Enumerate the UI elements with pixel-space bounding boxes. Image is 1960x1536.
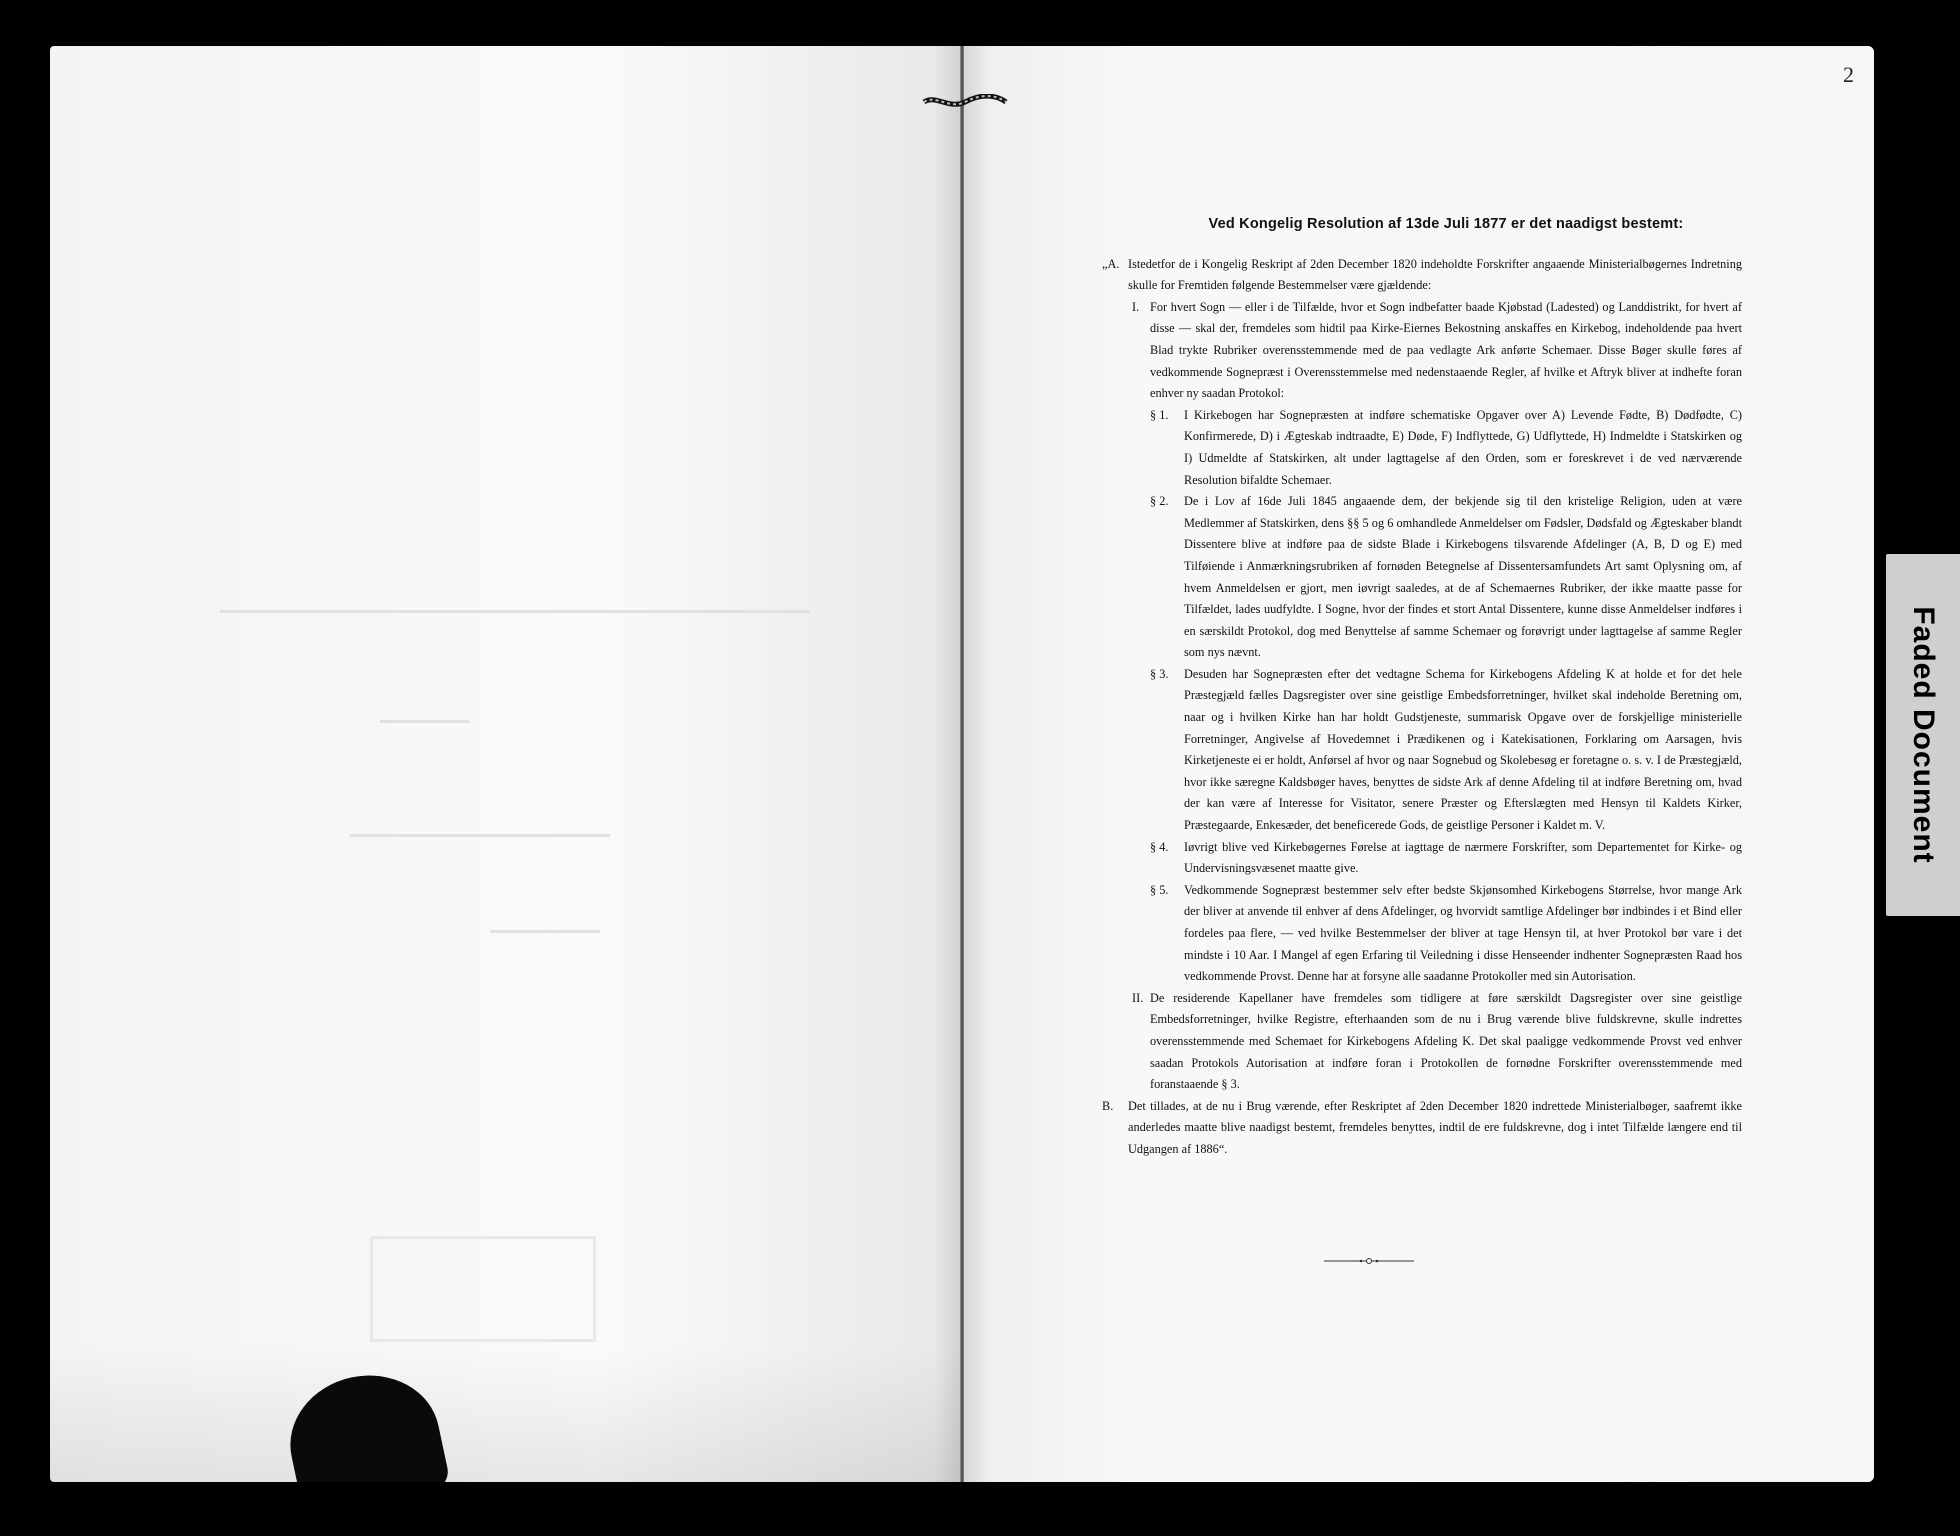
binding-thread xyxy=(920,94,1010,110)
open-register-book xyxy=(50,46,1874,1482)
bleed-through-line xyxy=(220,610,810,613)
faded-document-label: Faded Document xyxy=(1907,606,1940,864)
paragraph-4-label: § 4. xyxy=(1150,839,1169,854)
faded-document-tab xyxy=(1886,554,1960,916)
paragraph-2-text: De i Lov af 16de Juli 1845 angaaende dem, der bekjende sig til den kristelige Religion, uden at være Medlemmer af Statskirken, dens §§ 5 og 6 omhandlede Anmeldelser om Fødsler, Dødsfald og Ægteskaber blandt Dissentere blive at indføre paa de sidste Blade i Kirkebogens tilsvarende Afdelinger (A, B, D og E) med Tilføiende i Anmærkningsrubriken af fornøden Betegnelse af Dissentersamfundets Art samt Oplysning om, af hvem Anmeldelsen er gjort, men iøvrigt saaledes, at de af Schemaernes Rubriker, der ikke maatte passe for Tilfældet, lades uudfyldte. I Sogne, hvor der findes et stort Antal Dissentere, kunne disse Anmeldelser indføres i en særskildt Protokol, dog med Benyttelse af samme Schemaer og forøvrigt under lagttagelse af samme Regler som nys nævnt. xyxy=(1184,494,1742,660)
section-a-text: Istedetfor de i Kongelig Reskript af 2den December 1820 indeholdte Forskrifter angaaende Ministerialbøgernes Indretning skulle for Fremtiden følgende Bestemmelser være gjældende: xyxy=(1128,256,1742,293)
bleed-through-line xyxy=(490,930,600,933)
paragraph-1-label: § 1. xyxy=(1150,407,1169,422)
item-i-label: I. xyxy=(1132,299,1140,314)
paragraph-1-text: I Kirkebogen har Sognepræsten at indføre schematiske Opgaver over A) Levende Fødte, B) Dødfødte, C) Konfirmerede, D) i Ægteskab indtraadte, E) Døde, F) Indflyttede, G) Udflyttede, H) Indmeldte i Statskirken og I) Udmeldte af Statskirken, alt under lagttagelse af den Orden, som er foreskrevet i de ved nærværende Resolution bifaldte Schemaer. xyxy=(1184,407,1742,487)
section-b-text: Det tillades, at de nu i Brug værende, efter Reskriptet af 2den December 1820 indrettede Ministerialbøger, saafremt ikke anderledes maatte blive naadigst bestemt, fremdeles benyttes, indtil de ere fuldskrevne, dog i intet Tilfælde længere end til Udgangen af 1886“. xyxy=(1128,1098,1742,1156)
resolution-text xyxy=(1102,214,1742,1161)
left-page xyxy=(50,46,962,1482)
item-i xyxy=(1102,297,1742,405)
book-gutter xyxy=(960,46,964,1482)
section-a xyxy=(1102,254,1742,297)
paragraph-2 xyxy=(1102,491,1742,664)
section-a-label: „A. xyxy=(1102,256,1120,271)
paragraph-5-text: Vedkommende Sognepræst bestemmer selv efter bedste Skjønsomhed Kirkebogens Størrelse, hvor mange Ark der bliver at anvende til enhver af dens Afdelinger, og hvorvidt samtlige Afdelinger bør indbindes i et Bind eller fordeles paa flere, — ved hvilke Bestemmelser der bliver at tage Hensyn til, at hver Protokol bør vare i det mindste i 10 Aar. I Mangel af egen Erfaring til Veiledning i disse Henseender indhenter Sognepræsten Raad hos vedkommende Provst. Denne har at forsyne alle saadanne Protokoller med sin Autorisation. xyxy=(1184,882,1742,984)
section-b-label: B. xyxy=(1102,1098,1114,1113)
paragraph-3 xyxy=(1102,664,1742,837)
paragraph-2-label: § 2. xyxy=(1150,494,1169,509)
paragraph-3-text: Desuden har Sognepræsten efter det vedtagne Schema for Kirkebogens Afdeling K at holde et for det hele Præstegjæld fælles Dagsregister over sine geistlige Embedsforretninger, hvilket skal indeholde Beretning om, naar og i hvilken Kirke han har holdt Gudstjeneste, summarisk Opgave over de forskjellige ministerielle Forretninger, Angivelse af Hovedemnet i Prædikenen og i Katekisationen, Forklaring om Aarsagen, hvis Kirketjeneste ei er holdt, Anførsel af hvor og naar Sognebud og Skolebesøg er foretagne o. s. v. I de Præstegjæld, hvor ikke særegne Kaldsbøger haves, benyttes de sidste Ark af denne Afdeling til at indføre Beretning om, hvad der kan være af Interesse for Visitator, senere Præster og Efterslægten med Hensyn til Kaldets Kirker, Præstegaarde, Enkesæder, det beneficerede Gods, de geistlige Personer i Kaldet m. V. xyxy=(1184,666,1742,833)
bleed-through-title xyxy=(378,416,401,503)
paragraph-1 xyxy=(1102,405,1742,491)
bleed-through-stamp xyxy=(370,1236,596,1342)
section-b xyxy=(1102,1096,1742,1161)
paragraph-3-label: § 3. xyxy=(1150,666,1169,681)
paragraph-5-label: § 5. xyxy=(1150,882,1169,897)
item-ii xyxy=(1102,988,1742,1096)
paragraph-4 xyxy=(1102,837,1742,880)
page-shadow xyxy=(50,1346,962,1482)
ornamental-divider xyxy=(1324,1256,1414,1266)
page-number: 2 xyxy=(1843,62,1854,87)
bleed-through-line xyxy=(350,834,610,837)
item-ii-text: De residerende Kapellaner have fremdeles som tidligere at føre særskildt Dagsregister over sine geistlige Embedsforretninger, hvilke Registre, efterhaanden som de nu i Brug værende blive fuldskrevne, skulle indrettes overensstemmende med Schemaet for Kirkebogens Afdeling K. Det skal paaligge vedkommende Provst ved enhver saadan Protokols Autorisation at indføre foran i Protokollen de fornødne Forskrifter overensstemmende med foranstaaende § 3. xyxy=(1150,990,1742,1092)
right-page xyxy=(962,46,1874,1482)
item-ii-label: II. xyxy=(1132,990,1144,1005)
bleed-through-line xyxy=(380,720,470,723)
resolution-heading: Ved Kongelig Resolution af 13de Juli 1877 er det naadigst bestemt: xyxy=(1208,216,1684,232)
paragraph-4-text: Iøvrigt blive ved Kirkebøgernes Førelse at iagttage de nærmere Forskrifter, som Departementet for Kirke- og Undervisningsvæsenet maatte give. xyxy=(1184,839,1742,876)
paragraph-5 xyxy=(1102,880,1742,988)
item-i-text: For hvert Sogn — eller i de Tilfælde, hvor et Sogn indbefatter baade Kjøbstad (Ladested) og Landdistrikt, for hvert af disse — skal der, fremdeles som hidtil paa Kirke-Eiernes Bekostning anskaffes en Kirkebog, indeholdende paa hvert Blad trykte Rubriker overensstemmende med de paa vedlagte Ark anførte Schemaer. Disse Bøger skulle føres af vedkommende Sognepræst i Overensstemmelse med nedenstaaende Regler, af hvilke et Aftryk bliver at indhefte foran enhver ny saadan Protokol: xyxy=(1150,299,1742,401)
